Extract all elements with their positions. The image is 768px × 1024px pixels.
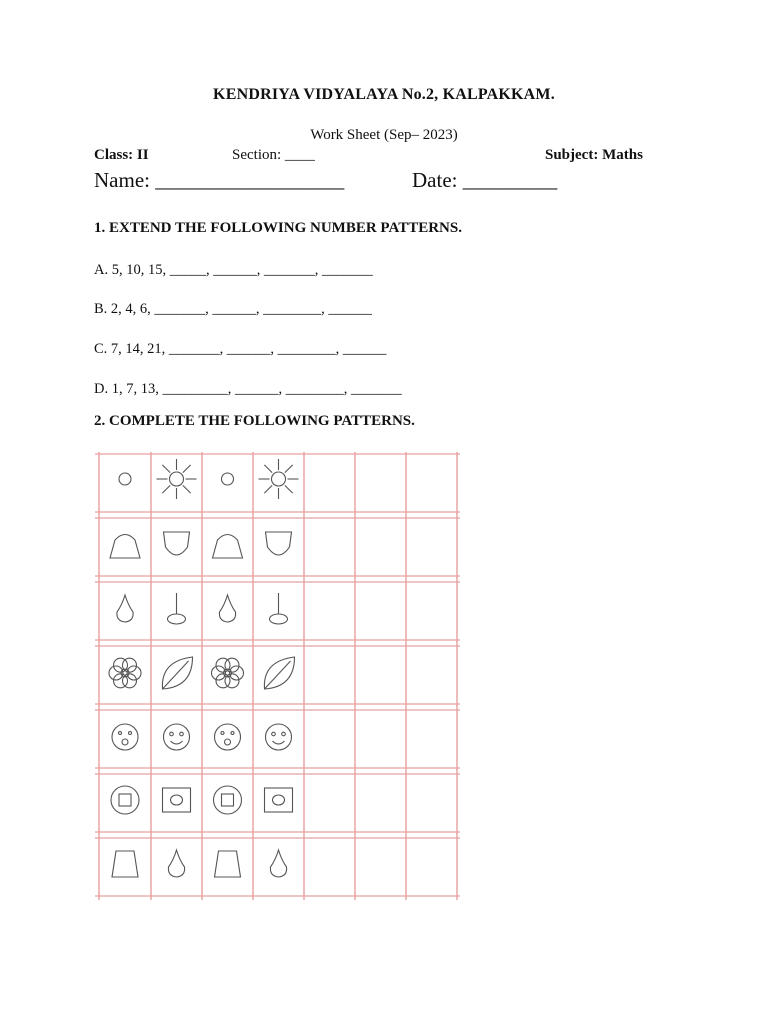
answer-cell xyxy=(305,583,354,635)
answer-cell xyxy=(305,455,354,507)
date-field-label: Date: _________ xyxy=(412,168,558,192)
number-pattern-c: C. 7, 14, 21, _______, ______, ________, ______ xyxy=(94,341,387,357)
section-label: Section: ____ xyxy=(232,147,315,163)
trapezoid-dome-icon xyxy=(213,535,243,559)
flower-icon xyxy=(212,658,244,688)
worksheet-subtitle: Work Sheet (Sep– 2023) xyxy=(310,127,458,143)
answer-cell xyxy=(356,455,405,507)
trapezoid-icon xyxy=(215,851,241,877)
school-title: KENDRIYA VIDYALAYA No.2, KALPAKKAM. xyxy=(213,86,555,103)
answer-cell xyxy=(356,519,405,571)
drop-icon xyxy=(219,595,235,622)
square-in-oval-icon xyxy=(265,788,293,812)
sun-icon xyxy=(157,459,197,499)
answer-cell xyxy=(356,711,405,763)
drop-icon xyxy=(117,595,133,622)
answer-cell xyxy=(407,775,456,827)
answer-cell xyxy=(305,519,354,571)
drop-icon xyxy=(270,850,286,877)
number-pattern-a: A. 5, 10, 15, _____, ______, _______, _______ xyxy=(94,262,373,278)
trapezoid-dome-icon xyxy=(110,535,140,559)
stand-icon xyxy=(270,593,288,624)
circle-in-square-icon xyxy=(111,786,139,814)
question-2-title: 2. COMPLETE THE FOLLOWING PATTERNS. xyxy=(94,413,415,429)
answer-cell xyxy=(356,775,405,827)
bowl-icon xyxy=(266,532,292,555)
answer-cell xyxy=(407,455,456,507)
surprised-face-icon xyxy=(215,724,241,750)
answer-cell xyxy=(356,839,405,891)
leaf-icon xyxy=(264,657,294,689)
subject-label: Subject: Maths xyxy=(545,147,643,163)
answer-cell xyxy=(407,583,456,635)
pattern-grid-drawing xyxy=(95,452,460,900)
answer-cell xyxy=(305,711,354,763)
answer-cell xyxy=(356,647,405,699)
bowl-icon xyxy=(164,532,190,555)
stand-icon xyxy=(168,593,186,624)
answer-cell xyxy=(407,839,456,891)
answer-cell xyxy=(407,647,456,699)
small-circle-icon xyxy=(119,473,131,485)
answer-cell xyxy=(305,647,354,699)
flower-icon xyxy=(109,658,141,688)
answer-cell xyxy=(356,583,405,635)
smiley-face-icon xyxy=(164,724,190,750)
name-field-label: Name: __________________ xyxy=(94,168,345,192)
number-pattern-b: B. 2, 4, 6, _______, ______, ________, ______ xyxy=(94,301,372,317)
surprised-face-icon xyxy=(112,724,138,750)
pattern-grid xyxy=(95,452,460,900)
circle-in-square-icon xyxy=(214,786,242,814)
number-pattern-d: D. 1, 7, 13, _________, ______, ________, _______ xyxy=(94,381,402,397)
leaf-icon xyxy=(162,657,192,689)
grid-lines xyxy=(95,452,460,900)
question-1-title: 1. EXTEND THE FOLLOWING NUMBER PATTERNS. xyxy=(94,220,462,236)
small-circle-icon xyxy=(222,473,234,485)
answer-cell xyxy=(407,519,456,571)
answer-cell xyxy=(407,711,456,763)
square-in-oval-icon xyxy=(163,788,191,812)
sun-icon xyxy=(259,459,299,499)
class-label: Class: II xyxy=(94,147,149,163)
answer-cell xyxy=(305,839,354,891)
drop-icon xyxy=(168,850,184,877)
smiley-face-icon xyxy=(266,724,292,750)
trapezoid-icon xyxy=(112,851,138,877)
answer-cell xyxy=(305,775,354,827)
